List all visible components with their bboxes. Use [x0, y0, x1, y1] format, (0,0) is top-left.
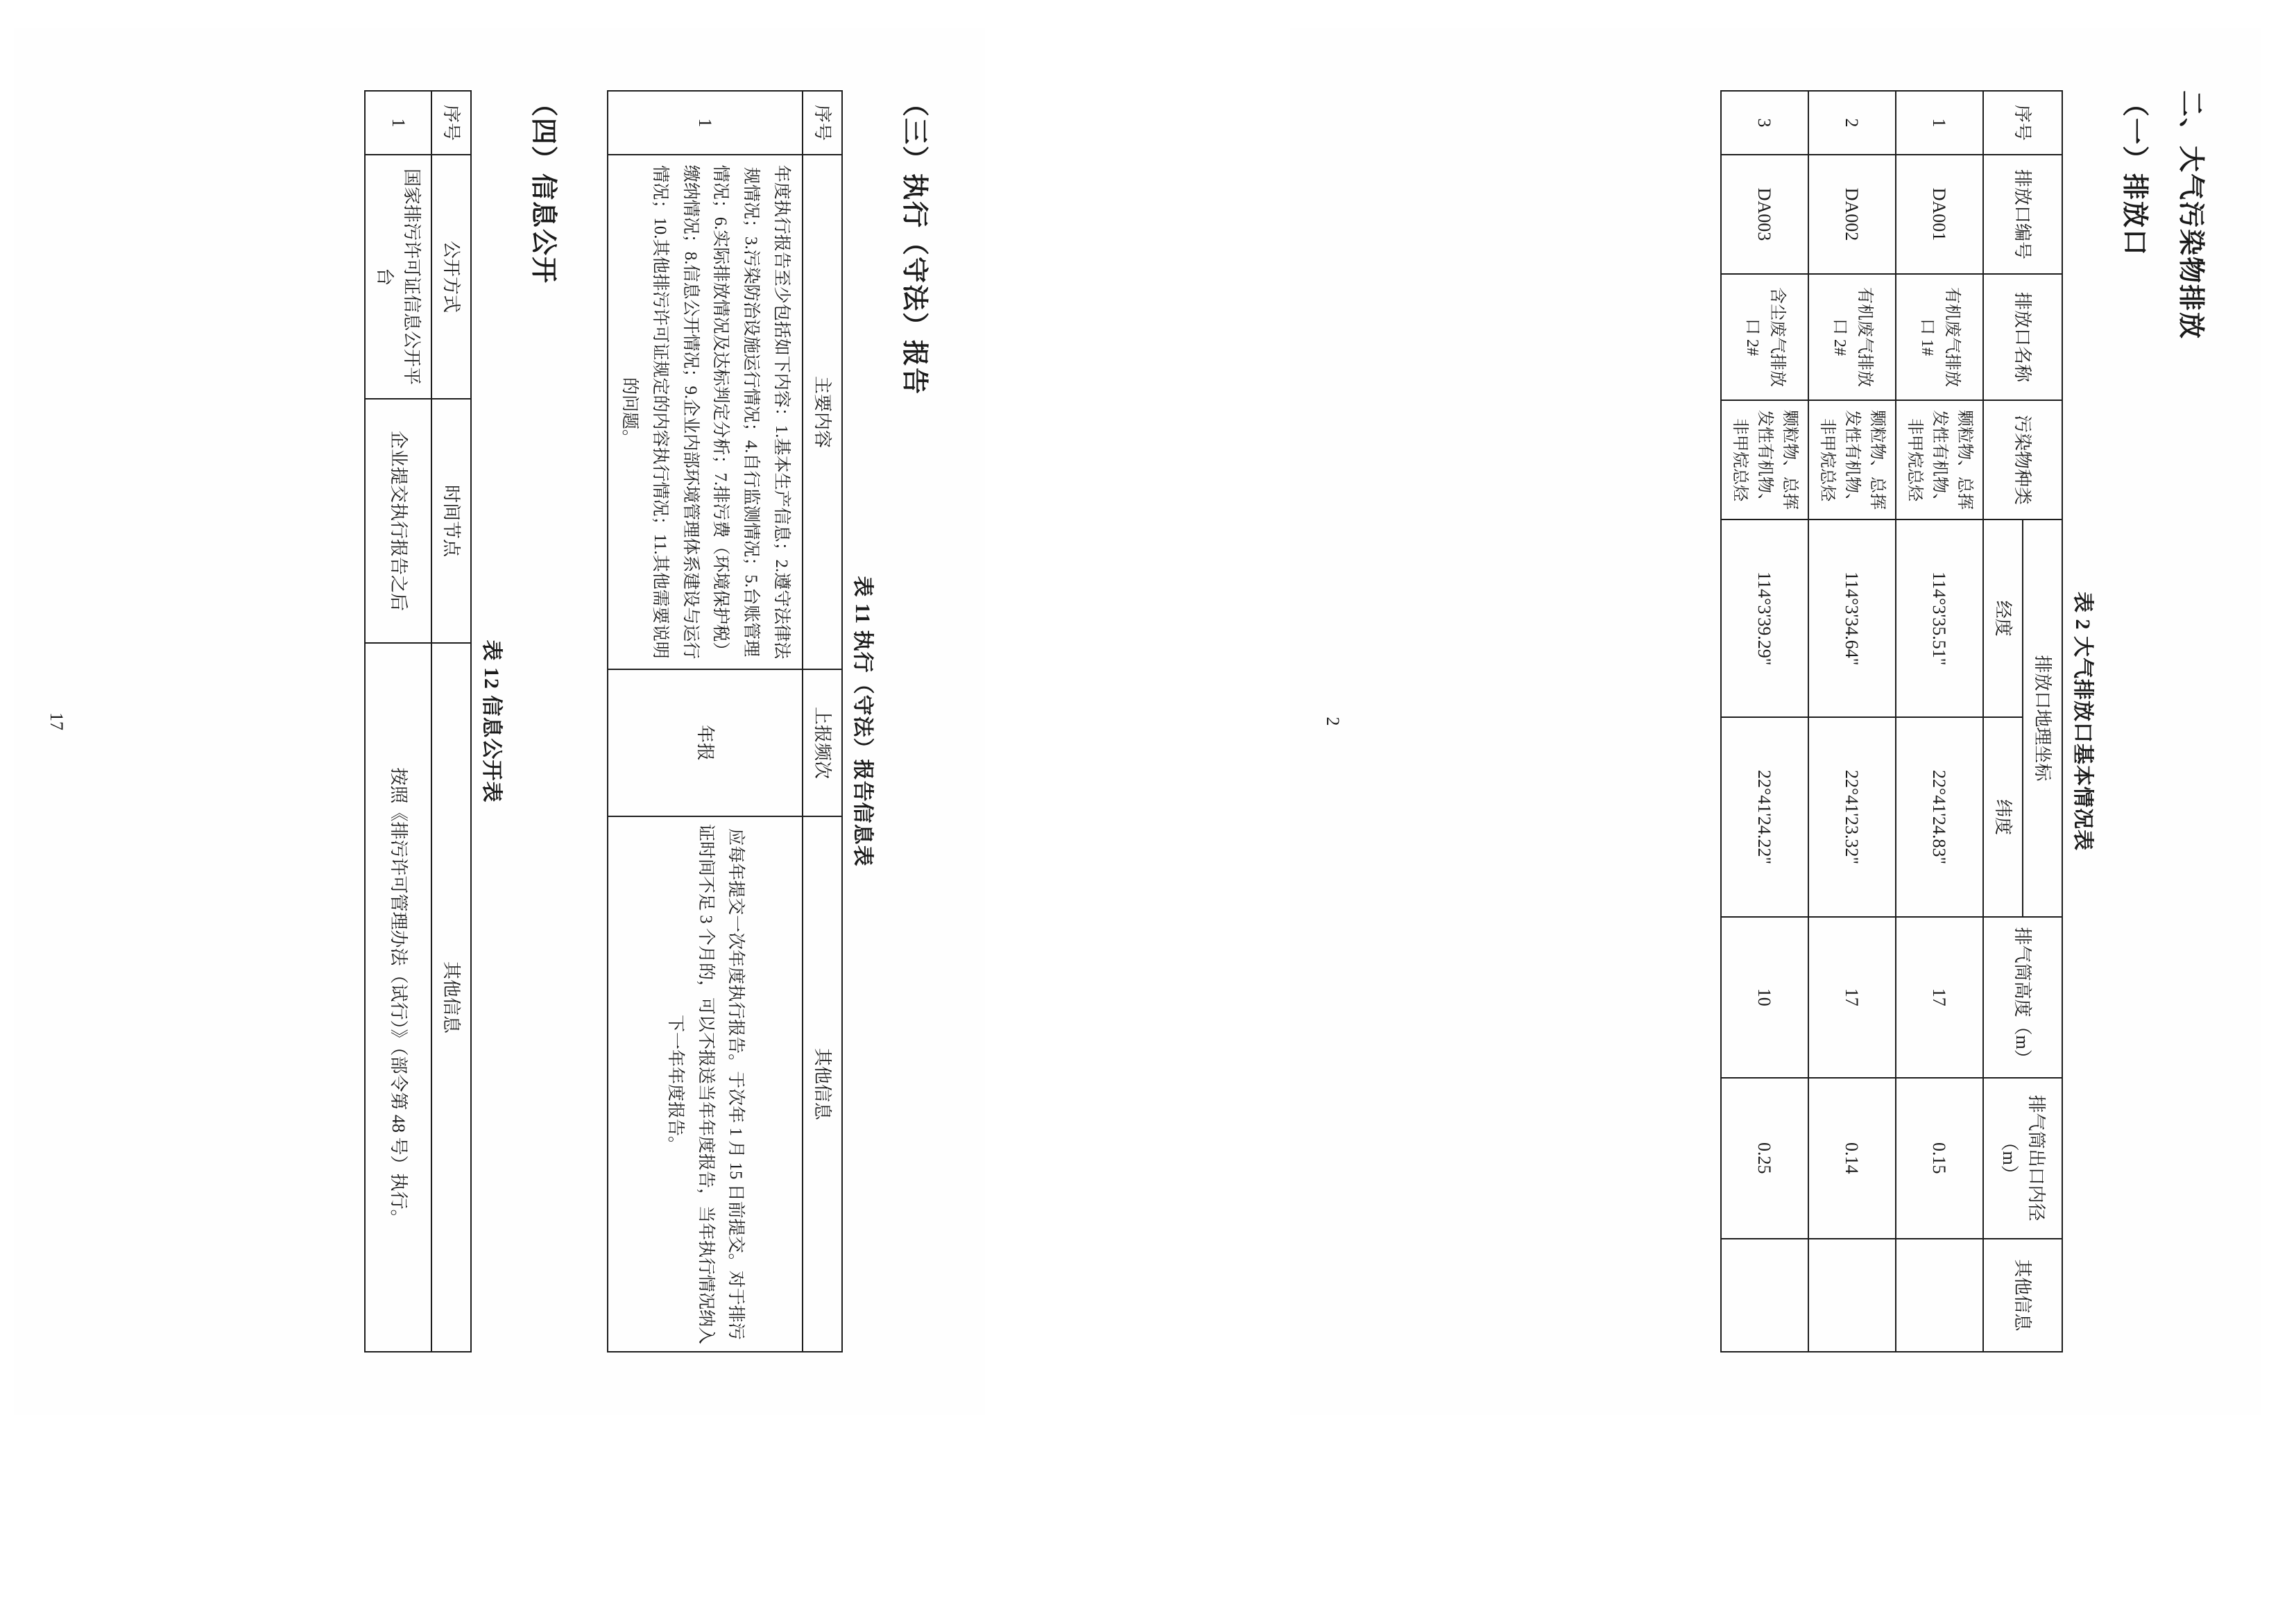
table-2-header-stack-height: 排气筒高度（m） — [1983, 917, 2062, 1078]
table-12-cell-other: 按照《排污许可管理办法（试行）》（部令第 48 号）执行。 — [366, 643, 432, 1352]
table-row — [1896, 91, 1983, 1352]
table-11-cell-other: 应每年提交一次年度执行报告。于次年 1 月 15 日前提交。对于排污证时间不足 3 个月的，可以不报送当年年度报告，当年执行情况纳入下一年年度报告。 — [608, 816, 803, 1352]
table-12-cell-seq: 1 — [366, 91, 432, 155]
table-2-cell-other — [1721, 1239, 1808, 1352]
table-12-header-seq: 序号 — [432, 91, 472, 155]
table-2-header-latitude: 纬度 — [1983, 717, 2023, 916]
table-12-cell-method: 国家排污许可证信息公开平台 — [366, 155, 432, 399]
document-page-right — [1290, 28, 2261, 1415]
table-2-cell-name: 有机废气排放口 1# — [1896, 274, 1983, 400]
table-2-header-coords-group: 排放口地理坐标 — [2023, 519, 2062, 917]
table-11-header-seq: 序号 — [803, 91, 842, 155]
table-11-header-other: 其他信息 — [803, 816, 842, 1352]
table-2-header-pollutant-type: 污染物种类 — [1983, 400, 2062, 519]
table-2-cell-height: 10 — [1721, 917, 1808, 1078]
page-right-section-heading: 二、大气污染物排放 — [2176, 90, 2205, 341]
table-2-cell-diameter: 0.25 — [1721, 1078, 1808, 1239]
table-12-cell-timing: 企业提交执行报告之后 — [366, 399, 432, 643]
table-2-header-longitude: 经度 — [1983, 519, 2023, 717]
table-12-caption: 表 12 信息公开表 — [480, 639, 504, 803]
table-2-cell-latitude: 22°41'24.22" — [1721, 717, 1808, 916]
table-11-cell-frequency: 年报 — [608, 669, 803, 816]
table-11-cell-seq: 1 — [608, 91, 803, 155]
table-row — [366, 91, 432, 1352]
table-2-cell-diameter: 0.15 — [1896, 1078, 1983, 1239]
page-right-sub-heading: （一）排放口 — [2120, 90, 2149, 257]
table-2-cell-pollutant: 颗粒物、总挥发性有机物、非甲烷总烃 — [1896, 400, 1983, 519]
table-2-cell-code: DA002 — [1808, 155, 1896, 274]
table-2-cell-latitude: 22°41'23.32" — [1808, 717, 1896, 916]
table-2-cell-seq: 2 — [1808, 91, 1896, 155]
table-11-caption: 表 11 执行（守法）报告信息表 — [851, 576, 874, 867]
table-row — [608, 91, 803, 1352]
table-11-header-content: 主要内容 — [803, 155, 842, 669]
table-2-cell-code: DA001 — [1896, 155, 1983, 274]
table-2-cell-longitude: 114°3'35.51" — [1896, 519, 1983, 717]
table-2-cell-other — [1896, 1239, 1983, 1352]
table-2-cell-height: 17 — [1896, 917, 1983, 1078]
table-2-cell-other — [1808, 1239, 1896, 1352]
table-2-cell-diameter: 0.14 — [1808, 1078, 1896, 1239]
table-2-header-outlet-code: 排放口编号 — [1983, 155, 2062, 274]
table-12-header-row — [432, 91, 472, 1352]
table-row — [1808, 91, 1896, 1352]
table-12 — [365, 90, 472, 1352]
table-2-cell-height: 17 — [1808, 917, 1896, 1078]
table-2-header-row-1 — [2023, 91, 2062, 1352]
table-12-header-timing: 时间节点 — [432, 399, 472, 643]
page-left-section-heading: （三）执行（守法）报告 — [900, 90, 929, 396]
table-2-caption: 表 2 大气排放口基本情况表 — [2071, 592, 2094, 851]
table-11-cell-content: 年度执行报告至少包括如下内容：1.基本生产信息；2.遵守法律法规情况；3.污染防治设施运行情况；4.自行监测情况；5.台账管理情况；6.实际排放情况及达标判定分析；7.排污费（环境保护税）缴纳情况；8.信息公开情况；9.企业内部环境管理体系建设与运行情况；10.其他排污许可证规定的内容执行情况；11.其他需要说明的问题。 — [608, 155, 803, 669]
document-page-left — [14, 28, 985, 1415]
table-2-cell-latitude: 22°41'24.83" — [1896, 717, 1983, 916]
table-row — [1721, 91, 1808, 1352]
table-2-cell-name: 含尘废气排放口 2# — [1721, 274, 1808, 400]
table-2-cell-seq: 3 — [1721, 91, 1808, 155]
table-2-cell-name: 有机废气排放口 2# — [1808, 274, 1896, 400]
table-12-header-other: 其他信息 — [432, 643, 472, 1352]
table-2-header-outlet-name: 排放口名称 — [1983, 274, 2062, 400]
table-12-header-method: 公开方式 — [432, 155, 472, 399]
page-right-page-number: 2 — [1323, 716, 1343, 726]
table-2-cell-longitude: 114°3'34.64" — [1808, 519, 1896, 717]
page-left-section-heading-2: （四）信息公开 — [529, 90, 558, 285]
table-2 — [1720, 90, 2063, 1352]
table-2-header-seq: 序号 — [1983, 91, 2062, 155]
table-2-cell-seq: 1 — [1896, 91, 1983, 155]
table-11 — [608, 90, 843, 1352]
table-2-header-other: 其他信息 — [1983, 1239, 2062, 1352]
table-2-cell-pollutant: 颗粒物、总挥发性有机物、非甲烷总烃 — [1721, 400, 1808, 519]
table-2-cell-code: DA003 — [1721, 155, 1808, 274]
table-2-cell-pollutant: 颗粒物、总挥发性有机物、非甲烷总烃 — [1808, 400, 1896, 519]
table-11-header-row — [803, 91, 842, 1352]
table-2-header-outlet-diameter: 排气筒出口内径（m） — [1983, 1078, 2062, 1239]
table-11-header-frequency: 上报频次 — [803, 669, 842, 816]
page-left-page-number: 17 — [46, 712, 67, 730]
table-2-cell-longitude: 114°3'39.29" — [1721, 519, 1808, 717]
